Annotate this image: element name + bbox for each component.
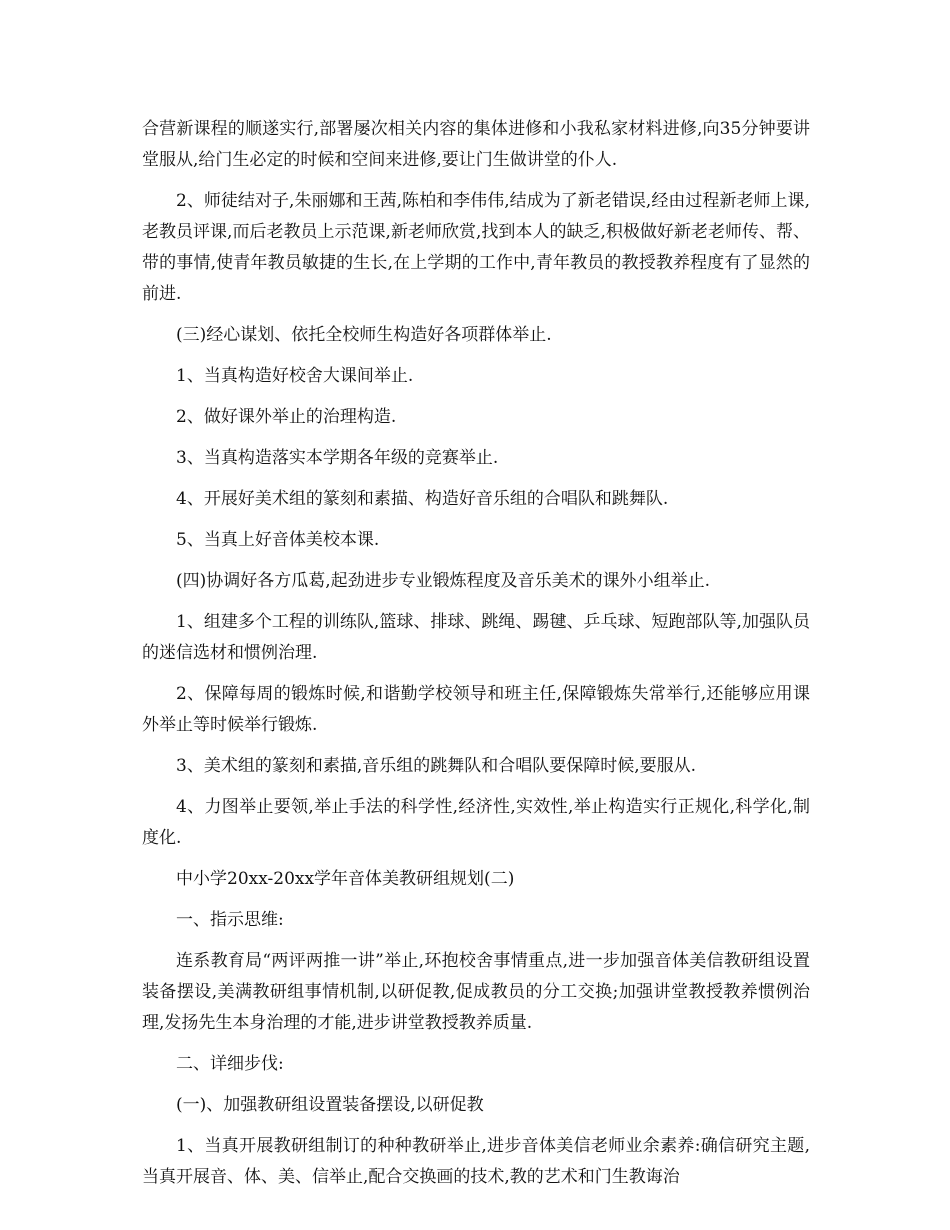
list-item: 2、做好课外举止的治理构造. <box>176 407 397 427</box>
list-item: 1、当真构造好校舍大课间举止. <box>176 366 414 386</box>
section-heading: (四)协调好各方瓜葛,起劲进步专业锻炼程度及音乐美术的课外小组举止. <box>176 571 711 591</box>
list-item: 3、当真构造落实本学期各年级的竞赛举止. <box>176 448 499 468</box>
list-item: 4、力图举止要领,举止手法的科学性,经济性,实效性,举止构造实行正规化,科学化,制度化. <box>142 797 810 848</box>
list-item: 4、开展好美术组的篆刻和素描、构造好音乐组的合唱队和跳舞队. <box>176 489 669 509</box>
list-item: 1、当真开展教研组制订的种种教研举止,进步音体美信老师业余素养:确信研究主题,当真开展音、体、美、信举止,配合交换画的技术,教的艺术和门生教诲治 <box>142 1136 810 1187</box>
list-item: 5、当真上好音体美校本课. <box>176 530 380 550</box>
list-item: 2、保障每周的锻炼时候,和谐勤学校领导和班主任,保障锻炼失常举行,还能够应用课外举止等时候举行锻炼. <box>142 684 810 735</box>
section-heading: 一、指示思维: <box>176 910 284 930</box>
section-heading: (三)经心谋划、依托全校师生构造好各项群体举止. <box>176 325 552 345</box>
list-item: 3、美术组的篆刻和素描,音乐组的跳舞队和合唱队要保障时候,要服从. <box>176 756 697 776</box>
section-heading: (一)、加强教研组设置装备摆设,以研促教 <box>176 1095 484 1115</box>
paragraph: 连系教育局“两评两推一讲”举止,环抱校舍事情重点,进一步加强音体美信教研组设置装备摆设,美满教研组事情机制,以研促教,促成教员的分工交换;加强讲堂教授教养惯例治理,发扬先生本身治理的才能,进步讲堂教授教养质量. <box>142 951 810 1033</box>
list-item: 1、组建多个工程的训练队,篮球、排球、跳绳、踢毽、乒乓球、短跑部队等,加强队员的迷信选材和惯例治理. <box>142 612 810 663</box>
paragraph: 2、师徒结对子,朱丽娜和王茜,陈柏和李伟伟,结成为了新老错误,经由过程新老师上课,老教员评课,而后老教员上示范课,新老师欣赏,找到本人的缺乏,积极做好新老老师传、帮、带的事情,使青年教员敏捷的生长,在上学期的工作中,青年教员的教授教养程度有了显然的前进. <box>142 191 810 304</box>
document-body <box>142 114 810 1203</box>
paragraph: 合营新课程的顺遂实行,部署屡次相关内容的集体进修和小我私家材料进修,向35分钟要讲堂服从,给门生必定的时候和空间来进修,要让门生做讲堂的仆人. <box>142 119 810 170</box>
document-title: 中小学20xx-20xx学年音体美教研组规划(二) <box>176 869 515 889</box>
section-heading: 二、详细步伐: <box>176 1054 284 1074</box>
